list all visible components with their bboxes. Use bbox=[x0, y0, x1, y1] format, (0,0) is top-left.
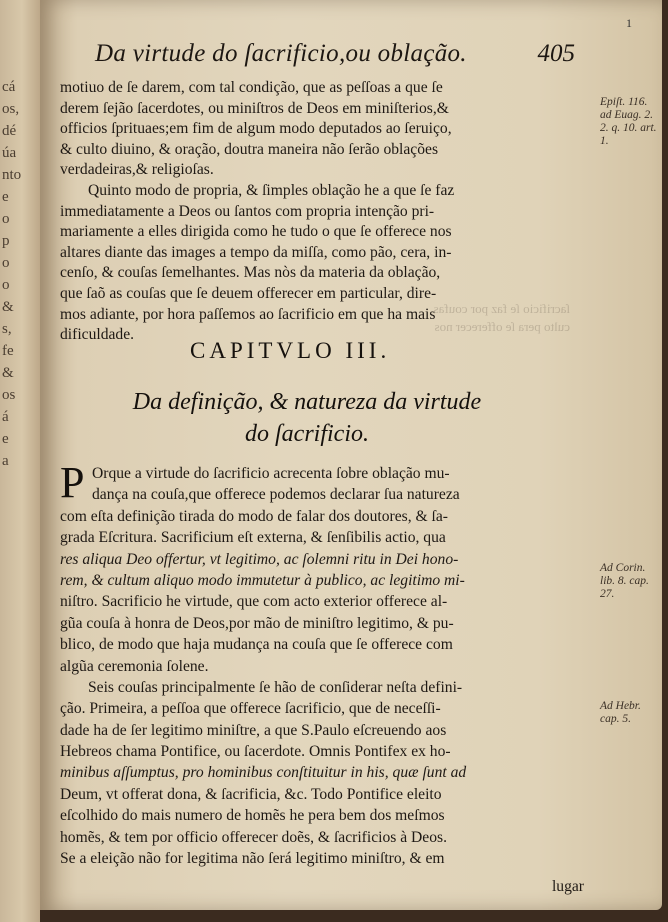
margin-note-corinthians: Ad Corin. lib. 8. cap. 27. bbox=[600, 562, 649, 600]
chapter-heading: CAPITVLO III. bbox=[190, 338, 391, 363]
text-line: dade ha de ſer legitimo miniſtre, a que S.Paulo eſcreuendo aos bbox=[60, 721, 447, 739]
paragraph bbox=[60, 677, 555, 870]
margin-note-epistle: Epiſt. 116. ad Euag. 2. 2. q. 10. art. 1. bbox=[600, 96, 657, 147]
text-line: & culto diuino, & oração, doutra maneira não ſerão oblações bbox=[60, 140, 439, 158]
drop-capital: P bbox=[60, 458, 85, 507]
text-line: Quinto modo de propria, & ſimples oblação he a que ſe faz bbox=[88, 181, 455, 199]
text-line: dificuldade. bbox=[60, 326, 135, 344]
text-line: algũa ceremonia ſolene. bbox=[60, 657, 209, 675]
prev-page-fragment: fe bbox=[2, 343, 14, 359]
paragraph bbox=[60, 181, 555, 346]
chapter-subtitle-line: do ſacrificio. bbox=[245, 421, 369, 447]
latin-quote-line: minibus aſſumptus, pro hominibus conſtituitur in his, quæ ſunt ad bbox=[60, 764, 467, 782]
latin-quote-line: rem, & cultum aliquo modo immutetur à publico, ac legitimo mi- bbox=[60, 571, 465, 589]
text-line: que ſaõ as couſas que ſe deuem offerecer em particular, dire- bbox=[60, 284, 437, 302]
text-line: niſtro. Sacrificio he virtude, que com acto exterior offerece al- bbox=[60, 593, 448, 611]
show-through-ink: ſacrificio ſe faz por coufas culto pera ſe offerecer nos bbox=[433, 301, 570, 334]
text-line: gũa couſa à honra de Deos,por mão de miniſtro legitimo, & pu- bbox=[60, 614, 454, 632]
prev-page-fragment: a bbox=[2, 453, 9, 469]
paragraph bbox=[60, 78, 555, 181]
body-text-bottom bbox=[60, 458, 555, 869]
text-line: Deum, vt offerat dona, & ſacrificia, &c. Todo Pontifice eleito bbox=[60, 785, 442, 803]
text-line: blico, de modo que haja mudança na couſa que ſe offerece com bbox=[60, 636, 453, 654]
text-line: mariamente a elles dirigida como he tudo o que ſe offerece nos bbox=[60, 223, 452, 241]
text-line: altares diante das images a tempo da miſſa, como pão, cera, in- bbox=[60, 243, 452, 261]
chapter-subtitle-line: Da definição, & natureza da virtude bbox=[132, 389, 482, 415]
prev-page-fragment: s, bbox=[2, 321, 12, 337]
text-line: Orque a virtude do ſacrificio acrecenta ſobre oblação mu- bbox=[92, 465, 450, 482]
latin-quote-line: res aliqua Deo offertur, vt legitimo, ac ſolemni ritu in Dei hono- bbox=[60, 550, 459, 568]
text-line: homẽs, & tem por officio offerecer doẽs, & ſacrificios à Deos. bbox=[60, 828, 447, 846]
paragraph bbox=[60, 458, 555, 677]
prev-page-fragment: cá bbox=[2, 79, 16, 95]
text-line: verdadeiras,& religioſas. bbox=[60, 161, 214, 179]
prev-page-fragment: p bbox=[2, 233, 10, 249]
book-page bbox=[40, 0, 662, 910]
text-line: dança na couſa,que offerece podemos declarar ſua natureza bbox=[92, 486, 460, 504]
text-line: mos adiante, por hora paſſemos ao ſacrificio em que ha mais bbox=[60, 305, 436, 323]
text-line: cenſo, & couſas ſemelhantes. Mas nòs da materia da oblação, bbox=[60, 264, 441, 282]
prev-page-fragment: nto bbox=[2, 167, 22, 183]
prev-page-fragment: á bbox=[2, 409, 9, 425]
prev-page-fragment: & bbox=[2, 299, 14, 315]
text-line: derem ſejão ſacerdotes, ou miniſtros de Deos em miniſterios,& bbox=[60, 99, 449, 117]
prev-page-fragment: o bbox=[2, 277, 10, 293]
prev-page-fragment: os bbox=[2, 387, 16, 403]
text-line: immediatamente a Deos ou ſantos com propria intenção pri- bbox=[60, 202, 435, 220]
page-number: 405 bbox=[537, 40, 575, 67]
prev-page-fragment: o bbox=[2, 211, 10, 227]
text-line: Hebreos chama Pontifice, ou ſacerdote. Omnis Pontifex ex ho- bbox=[60, 743, 451, 761]
prev-page-fragment: úa bbox=[2, 145, 17, 161]
text-line: com eſta definição tirada do modo de falar dos doutores, & ſa- bbox=[60, 507, 448, 525]
prev-page-fragment: os, bbox=[2, 101, 20, 117]
text-line: Seis couſas principalmente ſe hão de conſiderar neſta defini- bbox=[88, 678, 463, 696]
catchword: lugar bbox=[551, 878, 584, 895]
text-line: grada Eſcritura. Sacrificium eſt externa, & ſenſibilis actio, qua bbox=[60, 529, 446, 547]
prev-page-fragment: & bbox=[2, 365, 14, 381]
previous-page-edge bbox=[0, 0, 40, 922]
prev-page-fragment: dé bbox=[2, 123, 17, 139]
text-line: eſcolhido do mais numero de homẽs he pera bem dos meſmos bbox=[60, 807, 445, 825]
text-line: Se a eleição não for legitima não ſerá legitimo miniſtro, & em bbox=[60, 850, 445, 868]
body-text-top bbox=[60, 78, 555, 346]
text-line: officios ſprituaes;em fim de algum modo deputados ao ſeruiço, bbox=[60, 120, 452, 138]
prev-page-fragment: o bbox=[2, 255, 10, 271]
margin-note-hebrews: Ad Hebr. cap. 5. bbox=[600, 700, 641, 725]
chapter-subtitle bbox=[92, 386, 522, 450]
prev-page-fragment: e bbox=[2, 189, 9, 205]
text-line: motiuo de ſe darem, com tal condição, que as peſſoas a que ſe bbox=[60, 79, 443, 96]
corner-mark: 1 bbox=[626, 16, 632, 30]
text-line: ção. Primeira, a peſſoa que offerece ſacrificio, que de neceſſi- bbox=[60, 700, 441, 718]
running-title: Da virtude do ſacrificio,ou oblação. bbox=[95, 40, 467, 67]
page-header bbox=[95, 40, 575, 76]
prev-page-fragment: e bbox=[2, 431, 9, 447]
